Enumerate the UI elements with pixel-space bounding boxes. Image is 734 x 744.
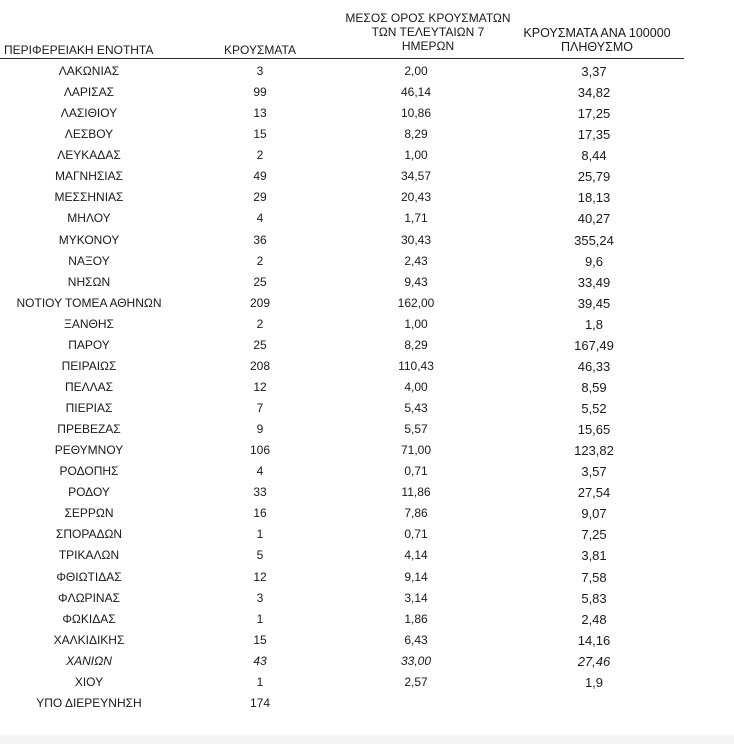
row-avg-cell: 162,00 [397, 295, 435, 310]
table-row [0, 272, 734, 293]
row-cases-cell: 4 [256, 464, 264, 479]
row-per100k-cell: 17,35 [577, 127, 611, 143]
row-avg-cell: 4,14 [404, 548, 428, 563]
row-avg-cell: 6,43 [404, 632, 428, 647]
table-row [0, 356, 734, 377]
page-bottom-edge [0, 735, 734, 744]
row-region-cell: ΞΑΝΘΗΣ [64, 316, 114, 331]
row-region-cell: ΛΕΣΒΟΥ [64, 127, 114, 142]
row-per100k-cell: 15,65 [577, 422, 611, 438]
row-cases-cell: 25 [253, 274, 267, 289]
row-cases-cell: 3 [256, 590, 264, 605]
row-per100k-cell: 1,8 [584, 316, 604, 332]
header-cases-per-100k [506, 26, 688, 54]
table-row [0, 230, 734, 251]
table-row [0, 545, 734, 566]
row-per100k-cell: 46,33 [577, 358, 611, 374]
table-row [0, 251, 734, 272]
row-per100k-cell: 14,16 [577, 632, 611, 648]
row-cases-cell: 9 [256, 422, 264, 437]
table-row [0, 61, 734, 82]
row-cases-cell: 36 [253, 232, 267, 247]
row-region-cell: ΝΑΞΟΥ [68, 253, 110, 268]
table-row [0, 651, 734, 672]
row-region-cell: ΧΑΝΙΩΝ [66, 653, 112, 668]
row-per100k-cell: 3,37 [581, 64, 607, 79]
row-avg-cell: 30,43 [400, 232, 432, 247]
row-per100k-cell: 123,82 [574, 443, 614, 459]
row-per100k-cell: 1,9 [584, 674, 604, 690]
row-region-cell: ΛΑΣΙΘΙΟΥ [60, 106, 118, 121]
row-region-cell: ΛΕΥΚΑΔΑΣ [57, 148, 121, 163]
row-region-cell: ΡΟΔΟΥ [68, 485, 110, 500]
row-cases-cell: 16 [253, 506, 267, 521]
row-per100k-cell: 5,52 [581, 401, 607, 416]
row-region-cell: ΠΕΙΡΑΙΩΣ [61, 358, 117, 373]
row-per100k-cell: 7,25 [581, 527, 607, 543]
row-cases-cell: 13 [253, 106, 267, 121]
row-avg-cell: 5,57 [404, 422, 428, 437]
row-avg-cell: 4,00 [404, 379, 428, 394]
table-row [0, 82, 734, 103]
row-per100k-cell: 40,27 [577, 211, 611, 227]
row-region-cell: ΧΙΟΥ [74, 674, 104, 689]
row-per100k-cell: 25,79 [577, 169, 611, 185]
row-region-cell: ΜΕΣΣΗΝΙΑΣ [54, 190, 124, 205]
row-cases-cell: 2 [256, 316, 264, 331]
table-row [0, 567, 734, 588]
table-row [0, 377, 734, 398]
row-region-cell: ΠΙΕΡΙΑΣ [65, 401, 113, 415]
row-per100k-cell: 2,48 [581, 611, 607, 627]
row-region-cell: ΦΘΙΩΤΙΔΑΣ [56, 569, 122, 584]
row-avg-cell: 8,29 [404, 127, 428, 142]
header-divider [0, 58, 684, 59]
header-seven-day-average [338, 11, 518, 53]
table-row [0, 588, 734, 609]
row-cases-cell: 1 [256, 674, 264, 689]
row-cases-cell: 7 [256, 401, 264, 415]
row-avg-cell: 9,43 [404, 274, 428, 289]
row-avg-cell: 9,14 [404, 569, 428, 584]
row-cases-cell: 12 [253, 569, 267, 584]
row-avg-cell: 20,43 [400, 190, 432, 205]
row-region-cell: ΜΥΚΟΝΟΥ [58, 232, 120, 247]
table-row [0, 187, 734, 208]
row-avg-cell: 1,00 [404, 316, 428, 331]
row-cases-cell: 209 [249, 295, 271, 310]
row-avg-cell: 34,57 [400, 169, 432, 184]
row-region-cell: ΦΩΚΙΔΑΣ [62, 611, 116, 626]
table-row [0, 440, 734, 461]
table-row [0, 693, 734, 714]
header-per100k-line-1: ΚΡΟΥΣΜΑΤΑ ΑΝΑ 100000 [523, 26, 671, 40]
row-per100k-cell: 8,44 [581, 148, 607, 164]
row-region-cell: ΝΗΣΩΝ [67, 274, 111, 289]
row-per100k-cell: 33,49 [577, 274, 611, 290]
row-per100k-cell: 5,83 [581, 590, 607, 606]
row-per100k-cell: 7,58 [581, 569, 607, 585]
table-row [0, 419, 734, 440]
header-per100k-line-2: ΠΛΗΘΥΣΜΟ [561, 40, 633, 54]
table-row [0, 482, 734, 503]
row-per100k-cell: 3,57 [581, 464, 607, 480]
table-row [0, 293, 734, 314]
header-cases: ΚΡΟΥΣΜΑΤΑ [224, 43, 296, 57]
row-per100k-cell: 3,81 [581, 548, 607, 564]
row-region-cell: ΣΠΟΡΑΔΩΝ [55, 527, 123, 542]
row-cases-cell: 2 [256, 148, 264, 163]
row-cases-cell: 1 [256, 527, 264, 542]
table-row [0, 145, 734, 166]
table-row [0, 335, 734, 356]
row-region-cell: ΠΕΛΛΑΣ [64, 379, 114, 394]
row-region-cell: ΠΡΕΒΕΖΑΣ [57, 422, 121, 437]
table-row [0, 503, 734, 524]
row-region-cell: ΥΠΟ ΔΙΕΡΕΥΝΗΣΗ [36, 695, 142, 710]
row-region-cell: ΛΑΡΙΣΑΣ [63, 85, 115, 100]
row-cases-cell: 15 [253, 127, 267, 142]
row-region-cell: ΧΑΛΚΙΔΙΚΗΣ [53, 632, 125, 647]
row-avg-cell: 11,86 [401, 485, 431, 500]
row-cases-cell: 33 [253, 485, 267, 500]
row-avg-cell: 5,43 [404, 401, 428, 415]
row-avg-cell: 10,86 [400, 106, 432, 121]
header-region: ΠΕΡΙΦΕΡΕΙΑΚΗ ΕΝΟΤΗΤΑ [4, 43, 154, 57]
row-region-cell: ΤΡΙΚΑΛΩΝ [58, 548, 120, 563]
row-region-cell: ΛΑΚΩΝΙΑΣ [58, 64, 120, 78]
row-per100k-cell: 17,25 [577, 106, 611, 122]
row-region-cell: ΣΕΡΡΩΝ [64, 506, 114, 521]
table-row [0, 103, 734, 124]
row-per100k-cell: 27,54 [577, 485, 611, 501]
row-avg-cell: 3,14 [404, 590, 428, 605]
row-avg-cell: 1,86 [404, 611, 428, 626]
row-per100k-cell: 355,24 [574, 232, 614, 248]
row-avg-cell: 8,29 [404, 337, 428, 352]
table-row [0, 208, 734, 229]
row-cases-cell: 99 [253, 85, 267, 100]
row-cases-cell: 12 [253, 379, 267, 394]
row-avg-cell: 1,00 [404, 148, 428, 163]
row-per100k-cell: 39,45 [577, 295, 611, 311]
row-per100k-cell: 167,49 [574, 337, 614, 353]
row-cases-cell: 174 [249, 695, 271, 710]
row-cases-cell: 25 [253, 337, 267, 352]
table-row [0, 166, 734, 187]
row-avg-cell: 7,86 [404, 506, 428, 521]
row-cases-cell: 4 [256, 211, 264, 226]
header-avg-line-3: ΗΜΕΡΩΝ [401, 39, 455, 53]
table-row [0, 672, 734, 693]
row-region-cell: ΦΛΩΡΙΝΑΣ [58, 590, 120, 605]
row-avg-cell: 46,14 [400, 85, 432, 100]
table-row [0, 124, 734, 145]
table-row [0, 398, 734, 419]
row-avg-cell: 0,71 [404, 464, 428, 479]
row-per100k-cell: 9,6 [584, 253, 604, 269]
table-row [0, 524, 734, 545]
row-region-cell: ΝΟΤΙΟΥ ΤΟΜΕΑ ΑΘΗΝΩΝ [16, 295, 162, 310]
table-row [0, 314, 734, 335]
row-avg-cell: 2,57 [404, 674, 428, 689]
row-region-cell: ΜΑΓΝΗΣΙΑΣ [54, 169, 124, 184]
row-region-cell: ΡΕΘΥΜΝΟΥ [54, 443, 124, 458]
row-avg-cell: 2,00 [404, 64, 428, 78]
row-cases-cell: 49 [253, 169, 267, 184]
header-avg-line-2: ΤΩΝ ΤΕΛΕΥΤΑΙΩΝ 7 [371, 25, 485, 39]
row-cases-cell: 3 [256, 64, 264, 78]
row-cases-cell: 2 [256, 253, 264, 268]
table-row [0, 609, 734, 630]
row-cases-cell: 208 [249, 358, 271, 373]
table-row [0, 461, 734, 482]
row-cases-cell: 29 [253, 190, 267, 205]
row-per100k-cell: 8,59 [581, 379, 607, 395]
row-per100k-cell: 27,46 [577, 653, 611, 669]
row-cases-cell: 1 [256, 611, 264, 626]
table-body [0, 61, 734, 714]
row-cases-cell: 43 [253, 653, 267, 668]
row-avg-cell: 110,43 [398, 358, 434, 373]
row-per100k-cell: 34,82 [577, 85, 611, 101]
row-region-cell: ΠΑΡΟΥ [68, 337, 110, 352]
row-avg-cell: 1,71 [404, 211, 428, 226]
header-avg-line-1: ΜΕΣΟΣ ΟΡΟΣ ΚΡΟΥΣΜΑΤΩΝ [345, 11, 511, 25]
row-avg-cell: 33,00 [400, 653, 432, 668]
row-cases-cell: 5 [256, 548, 264, 563]
row-region-cell: ΡΟΔΟΠΗΣ [59, 464, 119, 479]
row-avg-cell: 2,43 [404, 253, 428, 268]
row-avg-cell: 71,00 [400, 443, 432, 458]
row-cases-cell: 106 [249, 443, 271, 458]
row-avg-cell: 0,71 [404, 527, 428, 542]
row-per100k-cell: 18,13 [577, 190, 611, 206]
row-region-cell: ΜΗΛΟΥ [67, 211, 111, 226]
row-per100k-cell: 9,07 [581, 506, 607, 522]
row-cases-cell: 15 [253, 632, 267, 647]
table-row [0, 630, 734, 651]
